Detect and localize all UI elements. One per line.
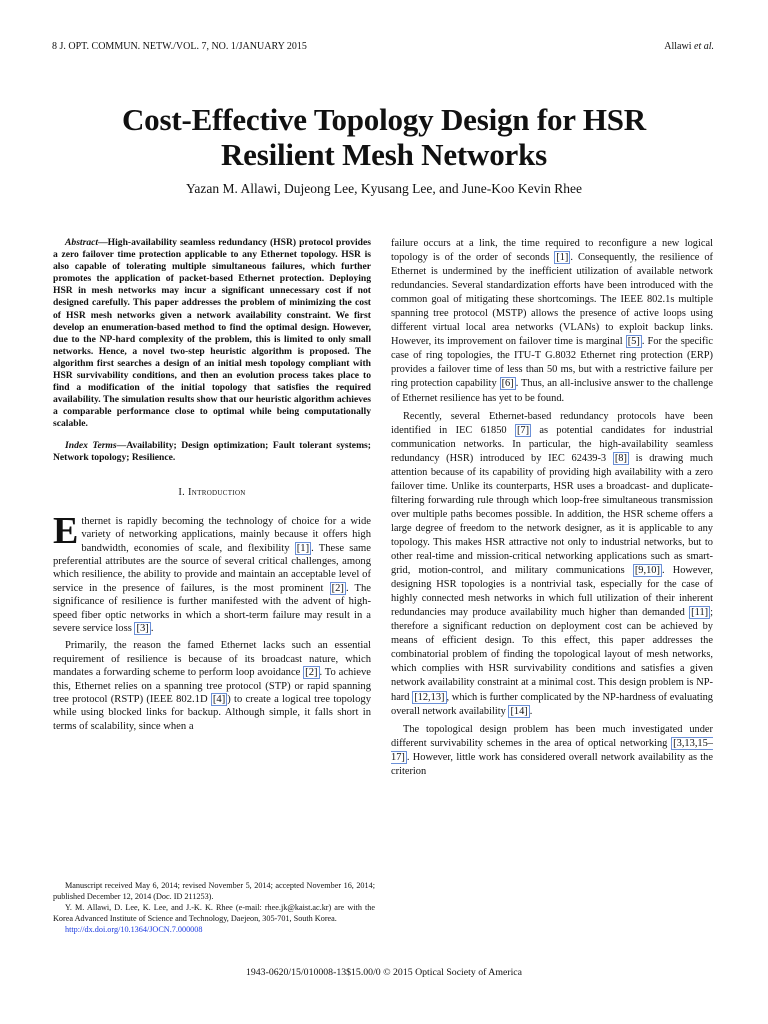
title-line-1: Cost-Effective Topology Design for HSR [122, 102, 646, 137]
doi-link[interactable]: http://dx.doi.org/10.1364/JOCN.7.000008 [65, 924, 203, 934]
intro-paragraph-2: Primarily, the reason the famed Ethernet lacks such an essential requirement of resilience is because of its broadcast nature, which mandates a forwarding scheme to perform loop avoidance [2] . To achieve this, Ethernet relies on a spanning tree protocol (STP) or rapid spanning tree protocol (RSTP) (IEEE 802.1D [4] ) to create a logical tree topology while using blocked links for backup. Although simple, it falls short in terms of scalability, since when a [53, 640, 371, 732]
left-column [53, 237, 371, 733]
drop-cap: E [53, 509, 79, 552]
paper-title [40, 102, 728, 172]
citation-link[interactable]: [3,13,15–17] [391, 737, 713, 763]
abstract [53, 237, 371, 431]
citation-link[interactable]: [11] [691, 607, 709, 619]
running-authors: Allawi et al. [664, 41, 714, 52]
index-terms-text: —Availability; Design optimization; Fault tolerant systems; Network topology; Resilience. [53, 439, 371, 463]
right-paragraph-2: Recently, several Ethernet-based redundancy protocols have been identified in IEC 61850 [7] as potential candidates for industrial communication networks. In particular, the high-availability seamless redundancy (HSR) introduced by IEC 62439-3 [8] is drawing much attention because of its capability of providing high availability with a zero failover time. Unlike its counterparts, HSR uses a broadcast- and duplicate-filtering forwarding rule through which loop-free simultaneous transmission over multiple paths becomes possible. In addition, the HSR scheme offers a large degree of freedom to the network designer, as it is applicable to any topology. This makes HSR attractive not only to industrial networks, but to other real-time and mission-critical networking applications such as smart-grid, motion-control, and military communications [9,10] . However, designing HSR topologies is a nontrivial task, especially for the case of highly connected mesh networks in which full utilization of their inherent redundancies may produce availability much higher than demanded [11] ; therefore a significant reduction on deployment cost can be achieved by means of efficient design. To this effect, this paper addresses the combinatorial problem of finding the topological layout of mesh networks, which complies with HSR survivability conditions and satisfies a given network availability constraint at a minimal cost. This design problem is NP-hard [12,13] , which is further complicated by the NP-hardness of evaluating overall network availability [14] . [391, 410, 714, 717]
footnote-dates: Manuscript received May 6, 2014; revised November 5, 2014; accepted November 16, 2014; published December 12, 2014 (Doc. ID 211253). [53, 881, 375, 901]
citation-link[interactable]: [2] [331, 582, 344, 594]
citation-link[interactable]: [1] [296, 542, 310, 554]
citation-link[interactable]: [4] [212, 694, 226, 706]
citation-link[interactable]: [2] [305, 667, 318, 679]
citation-link[interactable]: [1] [556, 252, 569, 264]
citation-link[interactable]: [7] [516, 424, 530, 436]
citation-link[interactable]: [6] [501, 378, 514, 390]
journal-info: 8 J. OPT. COMMUN. NETW./VOL. 7, NO. 1/JANUARY 2015 [52, 41, 307, 52]
intro-paragraph-1: Ethernet is rapidly becoming the technology of choice for a wide variety of networking applications, mainly because it offers high bandwidth, economies of scale, and flexibility [1] . These same preferential attributes are the source of several critical challenges, among which resilience, the ability to provide and maintain an acceptable level of service in the presence of failures, is the most prominent [2] . The significance of resilience is further manifested with the advent of high-speed fiber optic networks in which a short-term failure may result in a severe service loss [3] . [53, 509, 371, 635]
section-heading: I. Introduction [178, 486, 246, 498]
right-column [391, 237, 713, 779]
running-header [52, 41, 714, 55]
footnote [53, 881, 375, 936]
right-paragraph-3: The topological design problem has been much investigated under different survivability schemes in the area of optical networking [3,13,15–17] . However, little work has considered overall network availability as the criterion [391, 723, 713, 777]
citation-link[interactable]: [3] [136, 623, 149, 635]
right-paragraph-1: failure occurs at a link, the time required to reconfigure a new logical topology is of the order of seconds [1] . Consequently, the resilience of Ethernet is undermined by the inefficient utilization of available network redundancies. Several standardization efforts have been introduced with the common goal of mitigating these shortcomings. The IEEE 802.1s multiple spanning tree protocol (MSTP) allows the presence of active loops using different virtual local area networks (VLANs) to exploit backup links. However, its improvement on failover time is marginal [5] . For the specific case of ring topologies, the ITU-T G.8032 Ethernet ring protection (ERP) provides a failover time of less than 50 ms, but with a restrictive failure per ring protection capability [6] . Thus, an all-inclusive answer to the challenge of Ethernet resilience has yet to be found. [391, 238, 714, 404]
citation-link[interactable]: [8] [614, 452, 627, 464]
index-terms [53, 440, 371, 464]
footnote-affiliation: Y. M. Allawi, D. Lee, K. Lee, and J.-K. K. Rhee (e-mail: rhee.jk@kaist.ac.kr) are with the Korea Advanced Institute of Science and Technology, Daejeon, 305-701, South Korea. [53, 902, 375, 923]
citation-link[interactable]: [9,10] [634, 565, 660, 577]
abstract-label: Abstract [65, 237, 99, 248]
author-list: Yazan M. Allawi, Dujeong Lee, Kyusang Lee, and June-Koo Kevin Rhee [185, 181, 583, 196]
citation-link[interactable]: [12,13] [414, 691, 445, 703]
title-line-2: Resilient Mesh Networks [220, 137, 548, 172]
citation-link[interactable]: [14] [510, 705, 528, 717]
page-footer: 1943-0620/15/010008-13$15.00/0 © 2015 Optical Society of America [245, 967, 522, 978]
index-terms-label: Index Terms [65, 439, 117, 451]
citation-link[interactable]: [5] [627, 336, 640, 348]
abstract-text: —High-availability seamless redundancy (HSR) protocol provides a zero failover time protection applicable to any Ethernet topology. HSR is also capable of tolerating multiple simultaneous failures, which further promotes the application of packet-based Ethernet protection. Deploying HSR in mesh networks may incur a significant unnecessary cost if not designed carefully. This paper addresses the problem of minimizing the cost of HSR mesh networks given a network availability constraint. We first develop an enumeration-based method to find the optimal design. However, due to the NP-hard complexity of the problem, this is limited to only small networks. Hence, a novel two-step heuristic algorithm is proposed. The algorithm first searches a design of an initial mesh topology compliant with HSR survivability conditions, and then an evolution process takes place to find a modification of the initial topology that satisfies the required availability. The simulation results show that our heuristic algorithm achieves a comparable performance close to optimal while being computationally scalable. [53, 237, 371, 430]
